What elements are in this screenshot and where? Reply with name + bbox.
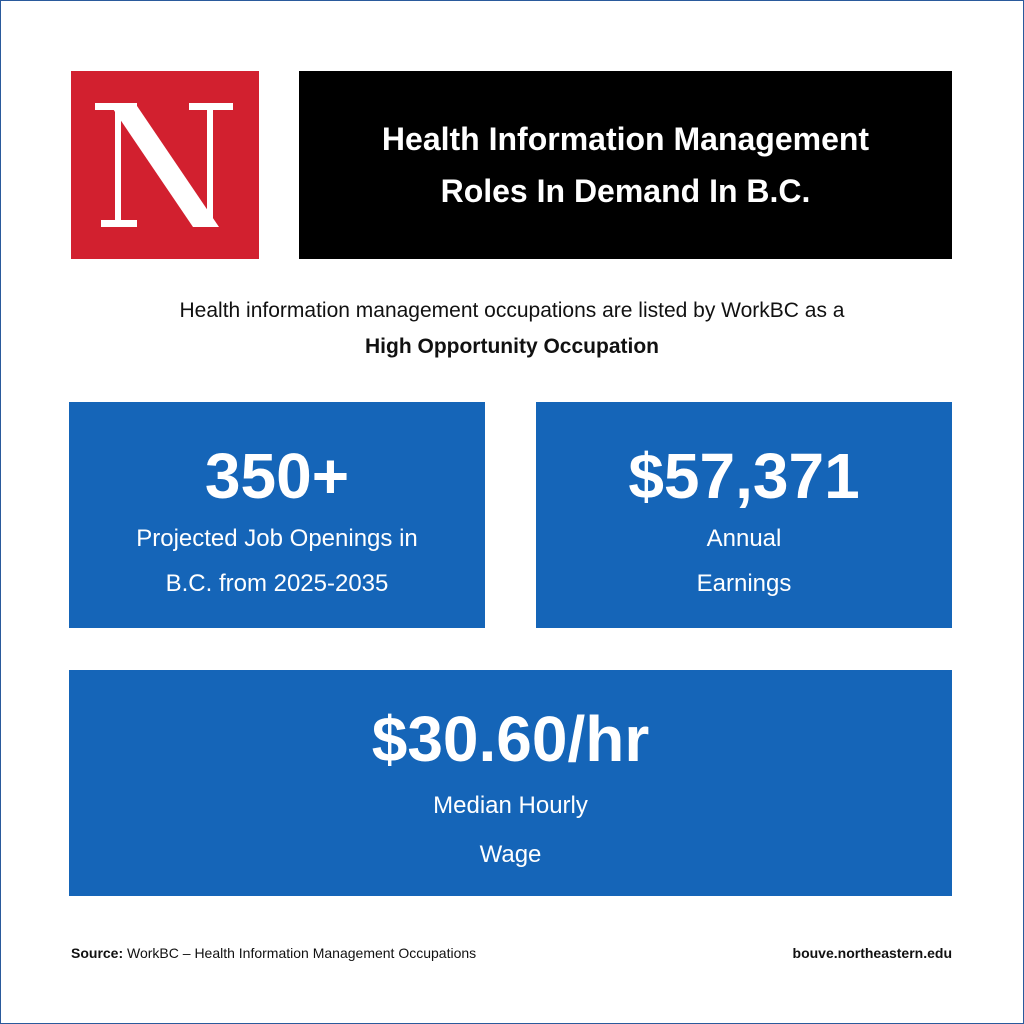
northeastern-logo	[71, 71, 259, 259]
stat-label-line-2: B.C. from 2025-2035	[165, 570, 389, 597]
stat-label-line-2: Earnings	[696, 570, 792, 597]
source-text: WorkBC – Health Information Management Occupations	[127, 945, 477, 961]
title-line-1: Health Information Management	[381, 121, 870, 157]
intro-highlight: High Opportunity Occupation	[365, 335, 659, 358]
intro-sentence: Health information management occupations are listed by WorkBC as a	[179, 299, 845, 322]
source-citation	[71, 945, 476, 961]
website-url: bouve.northeastern.edu	[792, 945, 952, 961]
intro-text	[40, 293, 984, 365]
stat-card-annual-earnings	[536, 402, 952, 628]
stat-card-hourly-wage	[69, 670, 952, 896]
source-label: Source:	[71, 945, 124, 961]
stat-label-line-2: Wage	[479, 841, 542, 868]
stat-label-line-1: Annual	[706, 525, 782, 552]
stat-label-line-1: Median Hourly	[433, 792, 588, 819]
stat-label-line-1: Projected Job Openings in	[136, 525, 418, 552]
title-banner	[299, 71, 952, 259]
stat-card-job-openings	[69, 402, 485, 628]
stat-value: 350+	[204, 440, 350, 512]
n-logo-icon	[95, 103, 235, 227]
stat-value: $30.60/hr	[371, 703, 650, 775]
stat-value: $57,371	[628, 440, 860, 512]
title-line-2: Roles In Demand In B.C.	[440, 173, 811, 209]
